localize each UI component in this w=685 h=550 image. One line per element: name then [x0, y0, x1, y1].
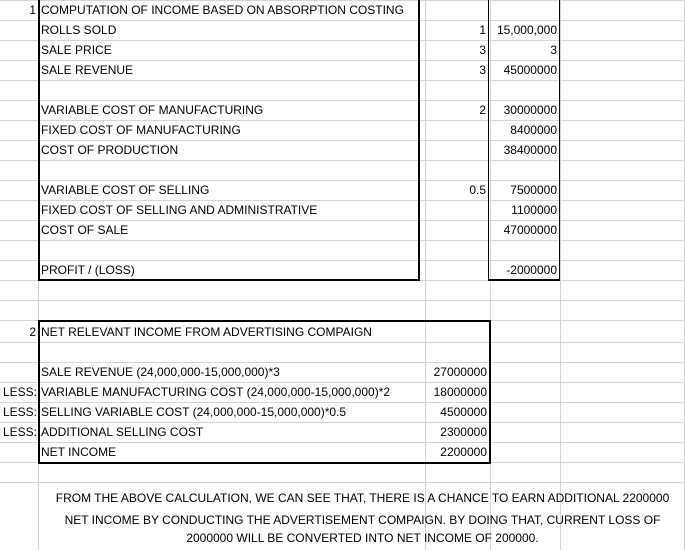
row-amount: 15,000,000 [496, 23, 557, 37]
section2-border-right [489, 320, 491, 464]
conclusion-line: FROM THE ABOVE CALCULATION, WE CAN SEE THAT, THERE IS A CHANCE TO EARN ADDITIONAL 2200000 [55, 491, 670, 505]
section2-number: 2 [29, 325, 36, 339]
row-amount: 38400000 [503, 143, 557, 157]
row-label: SALE REVENUE [41, 63, 134, 77]
gridline [0, 482, 685, 483]
row-amount: 45000000 [503, 63, 557, 77]
gridline [0, 80, 685, 81]
row-amount: 8400000 [510, 123, 557, 137]
section2-title: NET RELEVANT INCOME FROM ADVERTISING COMPAIGN [41, 325, 372, 339]
section1-border-mid [418, 0, 420, 281]
row-label: VARIABLE MANUFACTURING COST (24,000,000-15,000,000)*2 [41, 385, 391, 399]
row-amount: 27000000 [433, 365, 487, 379]
section1-title: COMPUTATION OF INCOME BASED ON ABSORPTION COSTING [41, 3, 404, 17]
profit-loss-label: PROFIT / (LOSS) [41, 263, 135, 277]
row-factor: 3 [479, 43, 486, 57]
row-amount: 2300000 [440, 425, 487, 439]
profit-loss-amount: -2000000 [506, 263, 557, 277]
row-label: FIXED COST OF MANUFACTURING [41, 123, 241, 137]
section2-border-bottom [38, 462, 491, 464]
row-amount: 1100000 [511, 203, 557, 217]
section1-border-left [38, 0, 40, 281]
row-prefix: LESS: [3, 405, 38, 419]
row-label: FIXED COST OF SELLING AND ADMINISTRATIVE [41, 203, 318, 217]
row-amount: 4500000 [440, 405, 487, 419]
factor-col-border [488, 0, 489, 281]
gridline [0, 240, 685, 241]
row-amount: 7500000 [510, 183, 557, 197]
row-label: ROLLS SOLD [41, 23, 117, 37]
row-label: COST OF PRODUCTION [41, 143, 179, 157]
row-label: COST OF SALE [41, 223, 129, 237]
row-label: SELLING VARIABLE COST (24,000,000-15,000,000)*0.5 [41, 405, 347, 419]
row-prefix: LESS: [3, 425, 38, 439]
gridline [0, 342, 685, 343]
gridline [0, 160, 685, 161]
conclusion-line: NET INCOME BY CONDUCTING THE ADVERTISEMENT COMPAIGN. BY DOING THAT, CURRENT LOSS OF [64, 513, 661, 527]
gridline [425, 0, 426, 550]
row-label: ADDITIONAL SELLING COST [41, 425, 204, 439]
gridline [560, 0, 561, 550]
row-amount: 30000000 [503, 103, 557, 117]
section1-number: 1 [29, 3, 36, 17]
row-prefix: LESS: [3, 385, 38, 399]
row-label: SALE REVENUE (24,000,000-15,000,000)*3 [41, 365, 280, 379]
row-label: VARIABLE COST OF MANUFACTURING [41, 103, 264, 117]
net-income-amount: 2200000 [440, 445, 487, 459]
row-factor: 0.5 [469, 183, 486, 197]
amount-col-border [559, 0, 560, 281]
row-amount: 47000000 [503, 223, 557, 237]
row-amount: 3 [550, 43, 557, 57]
net-income-label: NET INCOME [41, 445, 117, 459]
row-factor: 1 [479, 23, 486, 37]
gridline [0, 300, 685, 301]
row-amount: 18000000 [433, 385, 487, 399]
row-factor: 2 [479, 103, 486, 117]
section2-border-left [38, 320, 40, 464]
row-factor: 3 [479, 63, 486, 77]
row-label: SALE PRICE [41, 43, 112, 57]
conclusion-line: 2000000 WILL BE CONVERTED INTO NET INCOME OF 200000. [186, 531, 539, 545]
row-label: VARIABLE COST OF SELLING [41, 183, 210, 197]
